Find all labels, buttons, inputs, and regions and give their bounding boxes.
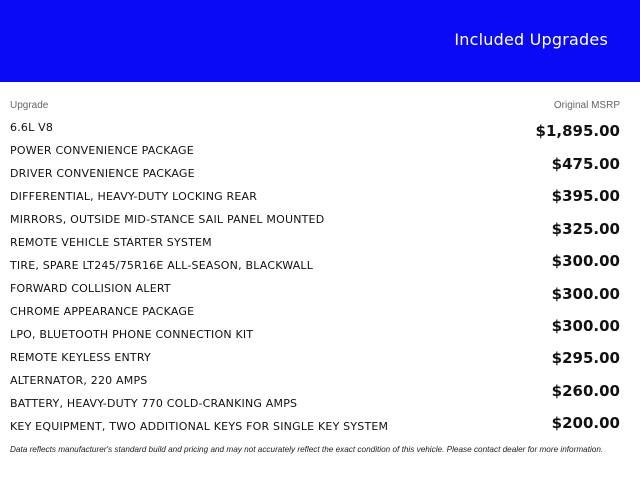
upgrade-column-header: Upgrade (10, 100, 49, 111)
upgrade-item: DRIVER CONVENIENCE PACKAGE (10, 167, 195, 180)
upgrade-item: LPO, BLUETOOTH PHONE CONNECTION KIT (10, 328, 254, 341)
msrp-price: $200.00 (551, 414, 620, 432)
msrp-price: $300.00 (551, 317, 620, 335)
upgrade-item: 6.6L V8 (10, 121, 54, 134)
upgrade-item: KEY EQUIPMENT, TWO ADDITIONAL KEYS FOR SINGLE KEY SYSTEM (10, 420, 389, 433)
msrp-price: $300.00 (551, 252, 620, 270)
upgrade-item: CHROME APPEARANCE PACKAGE (10, 305, 195, 318)
header-banner (0, 0, 640, 82)
page-title: Included Upgrades (454, 30, 608, 49)
msrp-price: $300.00 (551, 285, 620, 303)
upgrade-item: ALTERNATOR, 220 AMPS (10, 374, 148, 387)
upgrade-item: REMOTE VEHICLE STARTER SYSTEM (10, 236, 212, 249)
msrp-price: $1,895.00 (535, 122, 620, 140)
upgrade-item: REMOTE KEYLESS ENTRY (10, 351, 151, 364)
msrp-column-header: Original MSRP (553, 100, 620, 111)
upgrade-item: DIFFERENTIAL, HEAVY-DUTY LOCKING REAR (10, 190, 258, 203)
msrp-price: $260.00 (551, 382, 620, 400)
msrp-price: $395.00 (551, 187, 620, 205)
disclaimer-text: Data reflects manufacturer's standard build and pricing and may not accurately reflect the exact condition of this vehicle. Please contact dealer for more information. (10, 445, 604, 454)
msrp-price: $475.00 (551, 155, 620, 173)
msrp-price: $325.00 (551, 220, 620, 238)
upgrade-item: FORWARD COLLISION ALERT (10, 282, 171, 295)
upgrade-item: TIRE, SPARE LT245/75R16E ALL-SEASON, BLACKWALL (10, 259, 314, 272)
upgrade-item: POWER CONVENIENCE PACKAGE (10, 144, 194, 157)
upgrade-item: BATTERY, HEAVY-DUTY 770 COLD-CRANKING AMPS (10, 397, 298, 410)
upgrade-item: MIRRORS, OUTSIDE MID-STANCE SAIL PANEL MOUNTED (10, 213, 325, 226)
msrp-price: $295.00 (551, 349, 620, 367)
